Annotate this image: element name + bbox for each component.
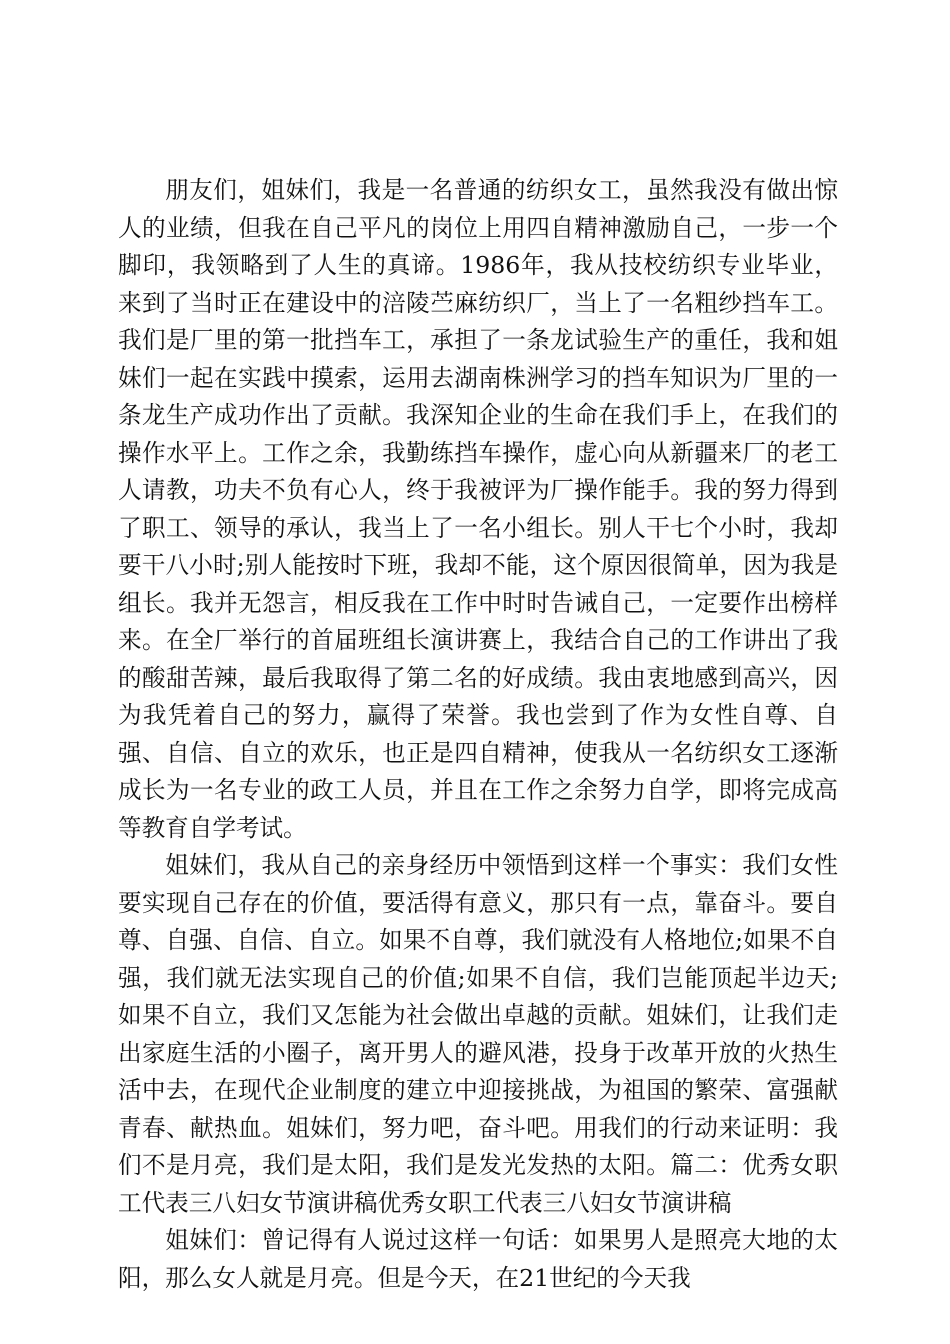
- paragraph-1: 朋友们，姐妹们，我是一名普通的纺织女工，虽然我没有做出惊人的业绩，但我在自己平凡的岗位上用四自精神激励自己，一步一个脚印，我领略到了人生的真谛。1986年，我从技校纺织专业毕业，来到了当时正在建设中的涪陵苎麻纺织厂，当上了一名粗纱挡车工。我们是厂里的第一批挡车工，承担了一条龙试验生产的重任，我和姐妹们一起在实践中摸索，运用去湖南株洲学习的挡车知识为厂里的一条龙生产成功作出了贡献。我深知企业的生命在我们手上，在我们的操作水平上。工作之余，我勤练挡车操作，虚心向从新疆来厂的老工人请教，功夫不负有心人，终于我被评为厂操作能手。我的努力得到了职工、领导的承认，我当上了一名小组长。别人干七个小时，我却要干八小时;别人能按时下班，我却不能，这个原因很简单，因为我是组长。我并无怨言，相反我在工作中时时告诫自己，一定要作出榜样来。在全厂举行的首届班组长演讲赛上，我结合自己的工作讲出了我的酸甜苦辣，最后我取得了第二名的好成绩。我由衷地感到高兴，因为我凭着自己的努力，赢得了荣誉。我也尝到了作为女性自尊、自强、自信、自立的欢乐，也正是四自精神，使我从一名纺织女工逐渐成长为一名专业的政工人员，并且在工作之余努力自学，即将完成高等教育自学考试。: [118, 176, 838, 842]
- document-body: [118, 172, 838, 1297]
- paragraph-2: 姐妹们，我从自己的亲身经历中领悟到这样一个事实：我们女性要实现自己存在的价值，要活得有意义，那只有一点，靠奋斗。要自尊、自强、自信、自立。如果不自尊，我们就没有人格地位;如果不自强，我们就无法实现自己的价值;如果不自信，我们岂能顶起半边天;如果不自立，我们又怎能为社会做出卓越的贡献。姐妹们，让我们走出家庭生活的小圈子，离开男人的避风港，投身于改革开放的火热生活中去，在现代企业制度的建立中迎接挑战，为祖国的繁荣、富强献青春、献热血。姐妹们，努力吧，奋斗吧。用我们的行动来证明：我们不是月亮，我们是太阳，我们是发光发热的太阳。篇二：优秀女职工代表三八妇女节演讲稿优秀女职工代表三八妇女节演讲稿: [118, 851, 838, 1217]
- paragraph-3: 姐妹们：曾记得有人说过这样一句话：如果男人是照亮大地的太阳，那么女人就是月亮。但是今天，在21世纪的今天我: [118, 1226, 838, 1292]
